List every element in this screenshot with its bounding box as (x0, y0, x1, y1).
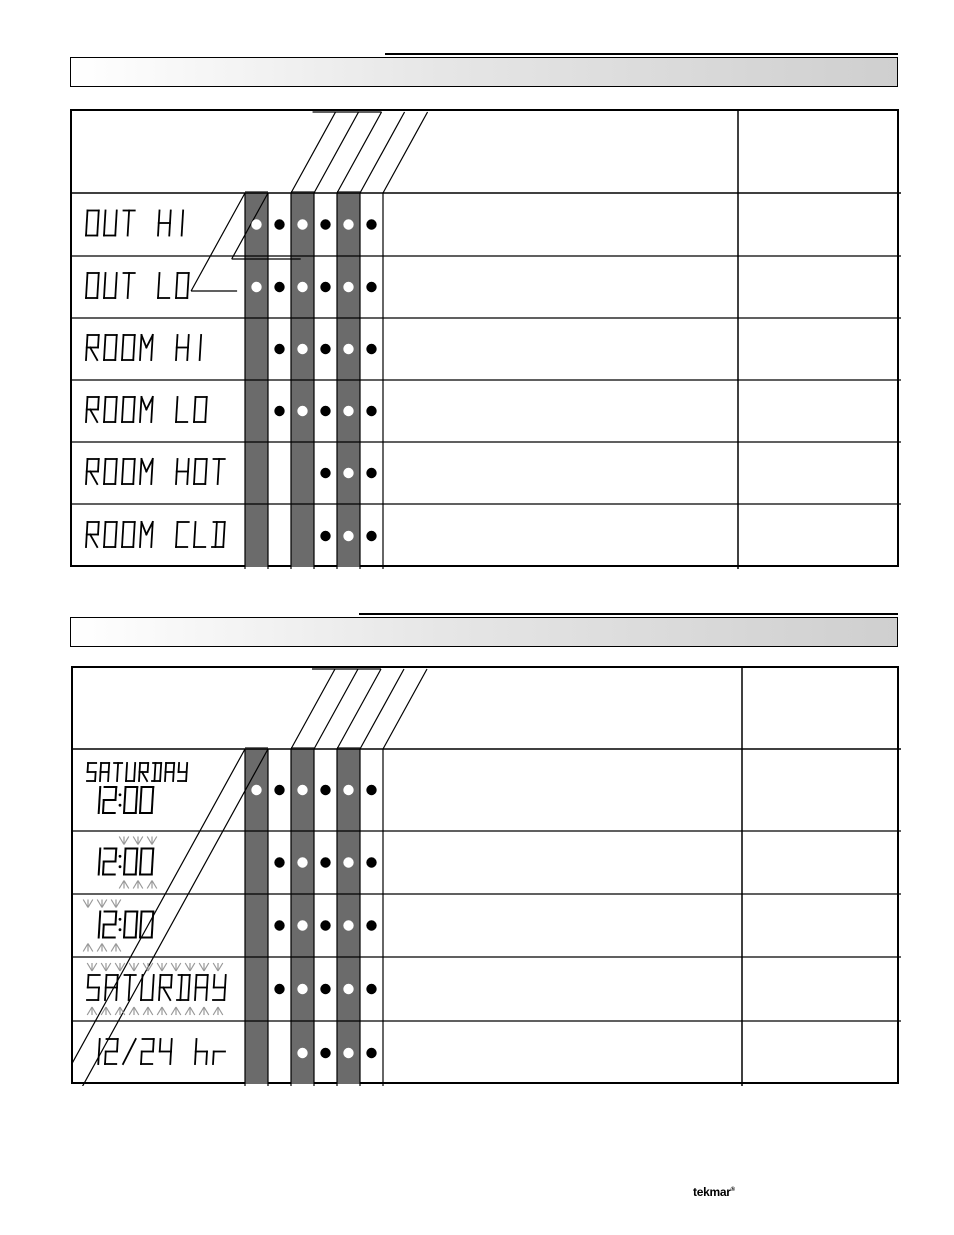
column-dot (320, 1048, 330, 1058)
column-dot (297, 920, 307, 930)
column-band (337, 191, 360, 567)
lcd-text (99, 849, 154, 875)
column-dot (297, 406, 307, 416)
column-dot (320, 468, 330, 478)
column-dot (366, 406, 376, 416)
column-band (245, 747, 268, 1084)
lcd-text (86, 211, 183, 236)
column-dot (251, 282, 261, 292)
column-dot (274, 219, 284, 229)
column-dot (366, 219, 376, 229)
column-dot (274, 857, 284, 867)
table-row (72, 256, 901, 298)
column-dot (366, 468, 376, 478)
column-band (291, 747, 314, 1084)
column-dot (297, 219, 307, 229)
column-dot (297, 344, 307, 354)
column-dot (274, 984, 284, 994)
column-dot (274, 920, 284, 930)
column-band (245, 191, 268, 567)
column-dot (343, 282, 353, 292)
column-dot (297, 857, 307, 867)
column-dot (320, 920, 330, 930)
column-dot (343, 468, 353, 478)
column-dot (320, 282, 330, 292)
column-dot (366, 920, 376, 930)
column-dot (343, 785, 353, 795)
flash-indicator (87, 963, 223, 1015)
column-dot (343, 984, 353, 994)
column-dot (343, 406, 353, 416)
column-dot (366, 984, 376, 994)
table-row (73, 894, 901, 952)
column-dot (343, 344, 353, 354)
table-row (72, 504, 901, 547)
lcd-text (86, 335, 201, 360)
column-band (337, 747, 360, 1084)
settings-table-1 (70, 109, 899, 567)
settings-table-2 (71, 666, 899, 1084)
lcd-text (99, 912, 154, 938)
column-dot (366, 857, 376, 867)
column-dot (343, 1048, 353, 1058)
lcd-text (87, 975, 226, 1000)
lcd-text (86, 522, 225, 547)
column-dot (320, 785, 330, 795)
column-dot (251, 785, 261, 795)
tekmar-logo: tekmar® (693, 1185, 735, 1199)
column-dot (297, 1048, 307, 1058)
column-dot (343, 531, 353, 541)
column-dot (366, 1048, 376, 1058)
table-row (72, 442, 901, 484)
column-dot (320, 219, 330, 229)
lcd-text (86, 459, 225, 484)
column-dot (343, 857, 353, 867)
column-dot (274, 406, 284, 416)
column-dot (320, 857, 330, 867)
lcd-text (99, 787, 154, 813)
column-dot (320, 531, 330, 541)
lcd-text (86, 397, 207, 422)
column-dot (274, 282, 284, 292)
column-dot (366, 344, 376, 354)
section-header-bar-2 (70, 617, 898, 647)
column-dot (366, 282, 376, 292)
column-dot (320, 406, 330, 416)
lcd-text (87, 763, 187, 781)
table-row (73, 957, 901, 1015)
column-dot (343, 920, 353, 930)
column-dot (366, 785, 376, 795)
column-dot (274, 785, 284, 795)
column-dot (297, 282, 307, 292)
table-row (73, 831, 901, 889)
column-dot (320, 344, 330, 354)
table-row (87, 763, 377, 813)
column-dot (274, 344, 284, 354)
section-header-bar-1 (70, 57, 898, 87)
column-dot (251, 219, 261, 229)
column-dot (320, 984, 330, 994)
table-row (72, 380, 901, 422)
column-dot (297, 984, 307, 994)
column-dot (343, 219, 353, 229)
column-dot (297, 785, 307, 795)
column-band (291, 191, 314, 567)
table-row (73, 1021, 901, 1064)
table-row (72, 318, 901, 360)
column-dot (366, 531, 376, 541)
lcd-text (86, 273, 189, 298)
table-row (86, 211, 377, 236)
lcd-text (98, 1039, 225, 1064)
